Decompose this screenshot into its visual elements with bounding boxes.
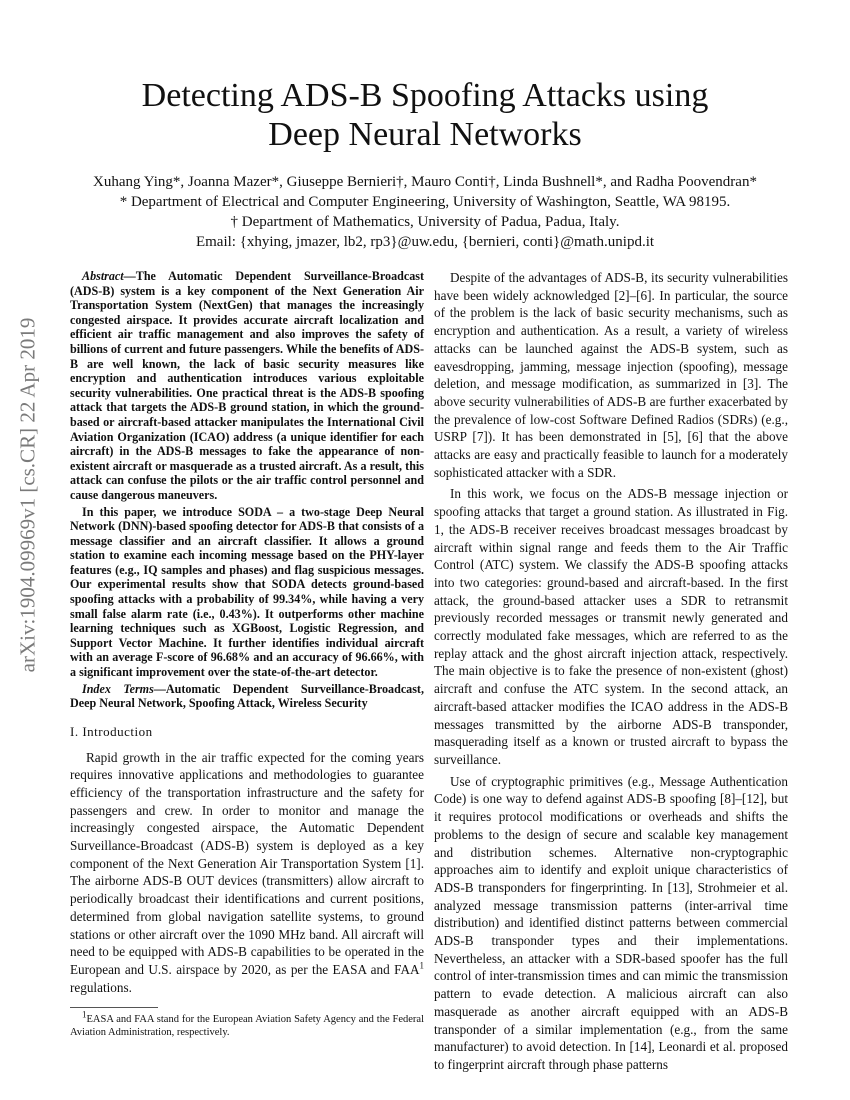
footnote-divider [70,1007,158,1008]
index-terms-label: Index Terms [82,681,154,696]
footnote-text: EASA and FAA stand for the European Aviation Safety Agency and the Federal Aviation Administration, respectively. [70,1014,424,1039]
index-terms-text: Automatic Dependent Surveillance-Broadcast, Deep Neural Network, Spoofing Attack, Wireless Security [70,681,424,711]
title-line-1: Detecting ADS-B Spoofing Attacks using [141,77,709,114]
index-terms: Index Terms—Automatic Dependent Surveillance-Broadcast, Deep Neural Network, Spoofing Attack, Wireless Security [70,681,424,711]
paper-title [60,76,790,154]
footnote-reference: 1 [419,960,424,971]
affiliation-padua: † Department of Mathematics, University of Padua, Padua, Italy. [230,214,620,230]
left-column [70,269,424,1043]
section-heading-introduction: I. Introduction [70,723,153,739]
intro-paragraph-1-end: regulations. [70,979,132,995]
intro-paragraph-1 [70,749,424,997]
right-column [434,269,788,1078]
body-paragraph-this-work: In this work, we focus on the ADS-B message injection or spoofing attacks that target a ground station. As illustrated in Fig. 1, the ADS-B receiver receives broadcast messages broadcast by aircraft within signal range and feeds them to the Air Traffic Control (ATC) system. We classify the ADS-B spoofing attacks into two categories: ground-based and aircraft-based. In the first attack, the ground-based attacker uses a SDR to retransmit previously recorded messages or transmit newly generated and correctly modulated fake messages, which are referred to as the replay attack and the ghost aircraft injection attack, respectively. The main objective is to fake the presence of non-existent (ghost) aircraft and confuse the ATC system. In the second attack, an aircraft-based attacker modifies the ICAO address in the ADS-B messages transmitted by the airborne ADS-B transponder, masquerading itself as a known or trusted aircraft to bypass the surveillance. [434,486,788,767]
arxiv-identifier [6,297,50,692]
intro-paragraph-1-text: Rapid growth in the air traffic expected for the coming years requires innovative applications and methodologies to guarantee efficiency of the transportation infrastructure and the safety for passengers and crew. In order to monitor and manage the increasingly congested airspace, the Automatic Dependent Surveillance-Broadcast (ADS-B) system is deployed as a key component of the Next Generation Air Transportation System [1]. The airborne ADS-B OUT devices (transmitters) allow aircraft to periodically broadcast their identifications and current positions, determined from global navigation satellite systems, to ground stations or other aircraft over the 1090 MHz band. All aircraft will need to be equipped with ADS-B capabilities to be operated in the European and U.S. airspace by 2020, as per the EASA and FAA [70,749,424,977]
body-paragraph-vulnerabilities: Despite of the advantages of ADS-B, its security vulnerabilities have been widely acknowledged [2]–[6]. In particular, the source of the problem is the lack of basic security mechanisms, such as encryption and authentication. As a result, a variety of wireless attacks can be launched against the ADS-B system, such as eavesdropping, jamming, message injection (spoofing), message deletion, and message modification, as summarized in [3]. The above security vulnerabilities of ADS-B are further exacerbated by the prevalence of low-cost Software Defined Radios (SDRs) (e.g., USRP [7]). It has been demonstrated in [5], [6] that the above attacks are easy and practically feasible to launch for a moderately sophisticated attacker with a SDR. [434,270,788,480]
title-line-2: Deep Neural Networks [268,116,582,153]
arxiv-identifier-text: arXiv:1904.09969v1 [cs.CR] 22 Apr 2019 [15,317,40,672]
abstract-paragraph-1: Abstract—The Automatic Dependent Surveillance-Broadcast (ADS-B) system is a key component of the Next Generation Air Transportation System (NextGen) that manages the increasingly congested airspace. It provides accurate aircraft localization and efficient air traffic management and also improves the safety of billions of current and future passengers. While the benefits of ADS-B are well known, the lack of basic security measures like encryption and authentication introduces various exploitable security vulnerabilities. One practical threat is the ADS-B spoofing attack that targets the ADS-B ground station, in which the ground-based or aircraft-based attacker manipulates the International Civil Aviation Organization (ICAO) address (a unique identifier for each aircraft) in the ADS-B messages to fake the appearance of non-existent aircraft or masquerade as a trusted aircraft. As a result, this attack can confuse the pilots or the air traffic control personnel and cause dangerous maneuvers. [70,269,424,502]
abstract-paragraph-2: In this paper, we introduce SODA – a two-stage Deep Neural Network (DNN)-based spoofing detector for ADS-B that consists of a message classifier and an aircraft classifier. It allows a ground station to examine each incoming message based on the PHY-layer features (e.g., IQ samples and phases) and flag suspicious messages. Our experimental results show that SODA detects ground-based spoofing attacks with a probability of 99.34%, while having a very small false alarm rate (i.e., 0.43%). It outperforms other machine learning techniques such as XGBoost, Logistic Regression, and Support Vector Machine. It further identifies individual aircraft with an average F-score of 96.68% and an accuracy of 96.66%, with a significant improvement over the state-of-the-art detector. [70,504,424,680]
body-paragraph-related-work: Use of cryptographic primitives (e.g., Message Authentication Code) is one way to defend against ADS-B spoofing [8]–[12], but it requires protocol modifications or overheads and shifts the problems to the design of secure and scalable key management and distribution schemes. Alternative non-cryptographic approaches aim to identify and exploit unique characteristics of ADS-B transponders for fingerprinting. In [13], Strohmeier et al. analyzed message transmission patterns (inter-arrival time distribution) and identified distinct patterns between commercial ADS-B transponder types and their implementations. Nevertheless, an attacker with a SDR-based spoofer has the full control of inter-transmission times and can mimic the transmission pattern to evade detection. A malicious aircraft can also masquerade as another aircraft equipped with an ADS-B transponder of a similar implementation (e.g., from the same manufacturer) to avoid detection. In [14], Leonardi et al. proposed to fingerprint aircraft through phase patterns [434,773,788,1072]
authors-line: Xuhang Ying*, Joanna Mazer*, Giuseppe Bernieri†, Mauro Conti†, Linda Bushnell*, and Radha Poovendran* [93,174,757,190]
author-block [60,172,790,252]
affiliation-uw: * Department of Electrical and Computer Engineering, University of Washington, Seattle, WA 98195. [119,194,731,210]
abstract [70,269,424,711]
abstract-label: Abstract [82,269,124,283]
footnote-mark: 1 [82,1009,87,1020]
footnote [70,1009,424,1039]
author-emails: Email: {xhying, jmazer, lb2, rp3}@uw.edu, {bernieri, conti}@math.unipd.it [195,234,655,250]
abstract-text-1: The Automatic Dependent Surveillance-Broadcast (ADS-B) system is a key component of the Next Generation Air Transportation System (NextGen) that manages the increasingly congested airspace. It provides accurate aircraft localization and efficient air traffic management and also improves the safety of billions of current and future passengers. While the benefits of ADS-B are well known, the lack of basic security measures like encryption and authentication introduces various exploitable security vulnerabilities. One practical threat is the ADS-B spoofing attack that targets the ADS-B ground station, in which the ground-based or aircraft-based attacker manipulates the International Civil Aviation Organization (ICAO) address (a unique identifier for each aircraft) in the ADS-B messages to fake the appearance of non-existent aircraft or masquerade as a trusted aircraft. As a result, this attack can confuse the pilots or the air traffic control personnel and cause dangerous maneuvers. [70,269,424,502]
